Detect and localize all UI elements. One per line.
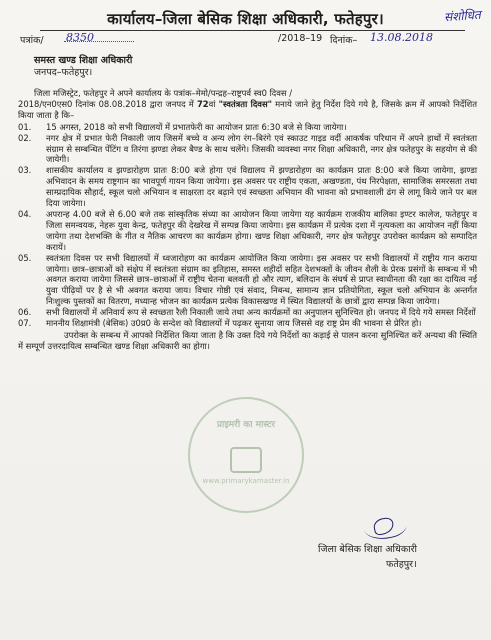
item-text: 15 अगस्त, 2018 को सभी विद्यालयों में प्रभातफेरी का आयोजन प्रातः 6:30 बजे से किया जायेगा। (46, 121, 347, 132)
item-number: 01. (18, 121, 32, 132)
intro-part-1: जिला मजिस्ट्रेट, फतेहपुर ने अपने कार्यालय के पत्रांक–मेमो/पन्द्रह–राष्ट्रपर्व स्व0 दिवस / (34, 88, 293, 98)
list-item (18, 133, 477, 166)
signatory-title: जिला बेसिक शिक्षा अधिकारी (318, 544, 417, 555)
item-text: अपरान्ह 4.00 बजे से 6.00 बजे तक सांस्कृतिक संध्या का आयोजन किया जायेगा यह कार्यक्रम राजकीय बालिका इण्टर कालेज, फतेहपुर व जिला समन्वयक, नेहरू युवा केन्द्र, फतेहपुर की देखरेख में सम्पन्न किया जायेगा। इस कार्यक्रम में प्रत्येक दशा में नृत्यकला का आयोजन नहीं किया जायेगा तथा देशभक्ति के गीत व नैतिक आचरण का कार्यक्रम होगा। खण्ड शिक्षा अधिकारी, नगर क्षेत्र फतेहपुर उपरोक्त कार्यक्रम को सम्पादित करायें। (46, 208, 477, 252)
list-item (18, 165, 477, 209)
intro-part-2: 2018/एन0एस0 दिनांक 08.08.2018 द्वारा जनपद में (18, 98, 197, 109)
item-text: स्वतंत्रता दिवस पर सभी विद्यालयों में ध्वजारोहण का कार्यक्रम आयोजित किया जायेगा। इस अवसर पर सभी विद्यालयों में राष्ट्रीय गान कराया जायेगा। छात्र–छात्राओं को संक्षेप में स्वतंत्रता संग्राम का इतिहास, समस्त शहीदों सहित देशभक्तों के जीवन शैली के प्रेरक प्रसंगों के सम्बन्ध में भी अवगत कराया जायेगा जिससे छात्र–छात्राओं में राष्ट्रीय चेतना बलवती हो और त्याग, बलिदान के संघर्ष से प्राप्त स्वाधीनता की रक्षा का दायित्व नई युवा पीढ़ियों पर है से भी अवगत कराया जाय। विचार गोष्ठी एवं संवाद, निबन्ध, सामान्य ज्ञान प्रतियोगिता, स्कूल चलो अभियान के अन्तर्गत निःशुल्क पुस्तकों का वितरण, मध्यान्ह भोजन का कार्यक्रम प्रत्येक विकासखण्ड में स्थित विद्यालयों के छात्रों द्वारा सम्पन्न किया जायेगा। (46, 252, 477, 307)
reference-row (20, 33, 475, 49)
handwritten-signature-icon (362, 512, 408, 543)
office-title: कार्यालय–जिला बेसिक शिक्षा अधिकारी, फतेहपुर। (107, 10, 384, 28)
intro-event-name: "स्वतंत्रता दिवस" (218, 98, 272, 109)
watermark-url: www.primarykamaster.in (202, 477, 290, 485)
letter-body (18, 88, 477, 360)
closing-paragraph: उपरोक्त के सम्बन्ध में आपको निर्देशित किया जाता है कि उक्त दिये गये निर्देशों का कड़ाई से पालन करना सुनिश्चित करें अन्यथा की स्थिति में सम्पूर्ण उत्तरदायित्व सम्बन्धित खण्ड शिक्षा अधिकारी का होगा। (18, 329, 477, 351)
list-item (18, 209, 477, 253)
item-number: 07. (18, 318, 32, 329)
signatory-place: फतेहपुर। (386, 559, 417, 570)
recipient-line-1: समस्त खण्ड शिक्षा अधिकारी (34, 55, 133, 66)
list-item (18, 307, 477, 318)
item-number: 05. (18, 252, 32, 263)
item-number: 06. (18, 307, 32, 318)
list-item (18, 253, 477, 308)
ref-year: /2018–19 (278, 33, 323, 44)
date-value: 13.08.2018 (370, 31, 433, 44)
revised-stamp: संशोधित (443, 7, 482, 25)
item-number: 02. (18, 132, 32, 143)
item-text: नगर क्षेत्र में प्रभात फेरी निकाली जाय जिसमें बच्चे व अन्य लोग रंग–बिरंगे एवं स्काउट गाइड वर्दी आकर्षक परिधान में अपने हाथों में स्वतंत्रता संग्राम से सम्बन्धित पेंटिंग व तिरंगा झण्डा लेकर बैण्ड के साथ चलेंगे। जिसकी व्यवस्था नगर शिक्षा अधिकारी, नगर क्षेत्र फतेहपुर के सहयोग से की जायेगी। (46, 132, 477, 165)
item-text: शासकीय कार्यालय व झण्डारोहण प्रातः 8:00 बजे होगा एवं विद्यालय में झण्डारोहण का कार्यक्रम प्रातः 8:00 बजे किया जायेगा, झण्डा अभिवादन के समय राष्ट्रगान का भावपूर्ण गायन किया जायेगा। इस अवसर पर राष्ट्रीय एकता, अखण्डता, पंथ निरपेक्षता, सामाजिक समरसता तथा साम्प्रदायिक सौहार्द, स्कूल चलो अभियान व साक्षरता दर बढ़ाने एवं स्वच्छता अभियान की भावना को प्रभावशाली ढंग से लागू किये जाने पर बल दिया जायेगा। (46, 165, 477, 209)
date-label: दिनांक– (330, 35, 358, 46)
ref-number: 8350 (66, 31, 94, 44)
signature-block (300, 514, 470, 584)
recipient-line-2: जनपद–फतेहपुर। (34, 67, 93, 78)
list-item (18, 318, 477, 329)
recipient-block (34, 55, 132, 79)
item-text: सभी विद्यालयों में अनिवार्य रूप से स्वच्छता रैली निकाली जाये तथा अन्य कार्यक्रमों का अनुपालन सुनिश्चित हो। जनपद में दिये गये समस्त निर्देशों (46, 307, 476, 318)
ref-label: पत्रांक/ (20, 35, 44, 46)
item-number: 04. (18, 208, 32, 219)
watermark-seal (188, 397, 304, 513)
intro-paragraph (18, 88, 477, 121)
item-text: माननीय शिक्षामंत्री (बेसिक) उ0प्र0 के सन्देश को विद्यालयों में पढ़कर सुनाया जाय जिससे वह राष्ट्र प्रेम की भावना से प्रेरित हो। (46, 318, 422, 329)
watermark-title: प्राइमरी का मास्टर (216, 420, 276, 430)
intro-part-4: मनाये जाने हेतु निर्देश दिये गये है, जिसके क्रम में आपको निर्देशित किया जाता है कि– (18, 98, 477, 120)
watermark-emblem-icon (230, 447, 262, 473)
intro-anniversary-number: 72 (196, 98, 209, 109)
item-number: 03. (18, 165, 32, 176)
list-item (18, 122, 477, 133)
intro-part-3: वां (208, 98, 219, 109)
